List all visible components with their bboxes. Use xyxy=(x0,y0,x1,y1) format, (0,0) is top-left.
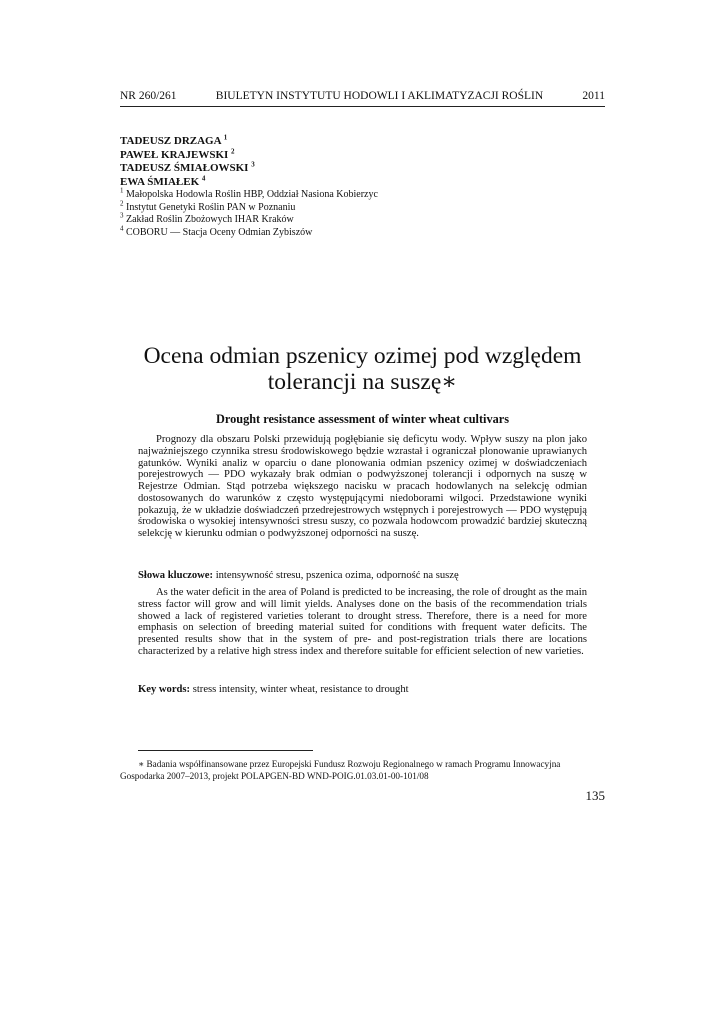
affiliation: $^3$ Zakład Roślin Zbożowych IHAR Kraków xyxy=(120,211,294,225)
page-number: 135 xyxy=(585,788,605,803)
abstract-polish: Prognozy dla obszaru Polski przewidują pogłębianie się deficytu wody. Wpływ suszy na plon jako najważniejszego czynnika stresu środowiskowego będzie wzrastał i ograniczał plonowanie uprawianych gatunków. Wyniki analiz w oparciu o dane plonowania odmian pszenicy ozimej w doświadczeniach porejestrowych — PDO wykazały brak odmian o podwyższonej tolerancji i odpornych na suszę w Rejestrze Odmian. Stąd potrzeba większego nacisku w pracach hodowlanych na selekcję odmian dostosowanych do warunków z często występującymi niedoborami wilgoci. Przedstawione wyniki pokazują, że w układzie doświadczeń przedrejestrowych wstępnych i porejestrowych — PDO występują środowiska o wysokiej intensywności stresu suszy, co pozwala hodowcom prowadzić bardziej skuteczną selekcję w kierunku odmian o podwyższonej odporności na suszę. xyxy=(138,434,587,539)
footnote-divider xyxy=(138,750,313,751)
paper-title xyxy=(110,343,615,395)
paper-title-line: tolerancji na suszę∗ xyxy=(267,369,458,395)
english-title: Drought resistance assessment of winter wheat cultivars xyxy=(215,412,510,426)
author-block xyxy=(120,135,580,239)
affiliation: $^4$ COBORU — Stacja Oceny Odmian Zybiszów xyxy=(120,224,313,238)
abstract-english: As the water deficit in the area of Poland is predicted to be increasing, the role of drought as the main stress factor will grow and will limit yields. Analyses done on the basis of the recommendation trials showed a lack of registered varieties tolerant to drought stress. Therefore, there is a need for more emphasis on selection of breeding material suited for conditions with frequent water deficits. The presented results show that in the system of pre- and post-registration trials there are locations characterized by a relative high stress index and therefore suitable for efficient selection of new varieties. xyxy=(138,587,587,657)
running-header xyxy=(120,90,605,107)
keywords-english: Key words: stress intensity, winter wheat, resistance to drought xyxy=(138,684,409,695)
keywords-polish: Słowa kluczowe: intensywność stresu, pszenica ozima, odporność na suszę xyxy=(138,570,459,581)
funding-footnote: ∗ Badania współfinansowane przez Europejski Fundusz Rozwoju Regionalnego w ramach Programu Innowacyjna Gospodarka 2007–2013, projekt POLAPGEN-BD WND-POIG.01.03.01-00-101/08 xyxy=(120,759,561,781)
author-name: PAWEŁ KRAJEWSKI $^2$ xyxy=(120,146,235,161)
affiliation: $^2$ Instytut Genetyki Roślin PAN w Poznaniu xyxy=(120,199,296,213)
author-name: TADEUSZ DRZAGA $^1$ xyxy=(120,133,228,147)
author-name: TADEUSZ ŚMIAŁOWSKI $^3$ xyxy=(120,160,255,174)
journal-name: BIULETYN INSTYTUTU HODOWLI I AKLIMATYZACJI ROŚLIN xyxy=(215,90,544,102)
issue-number: NR 260/261 xyxy=(120,90,177,102)
author-name: EWA ŚMIAŁEK $^4$ xyxy=(120,173,206,188)
publication-year: 2011 xyxy=(582,90,605,102)
affiliation: $^1$ Małopolska Hodowla Roślin HBP, Oddział Nasiona Kobierzyc xyxy=(120,186,378,200)
paper-title-line: Ocena odmian pszenicy ozimej pod względem xyxy=(143,343,582,369)
